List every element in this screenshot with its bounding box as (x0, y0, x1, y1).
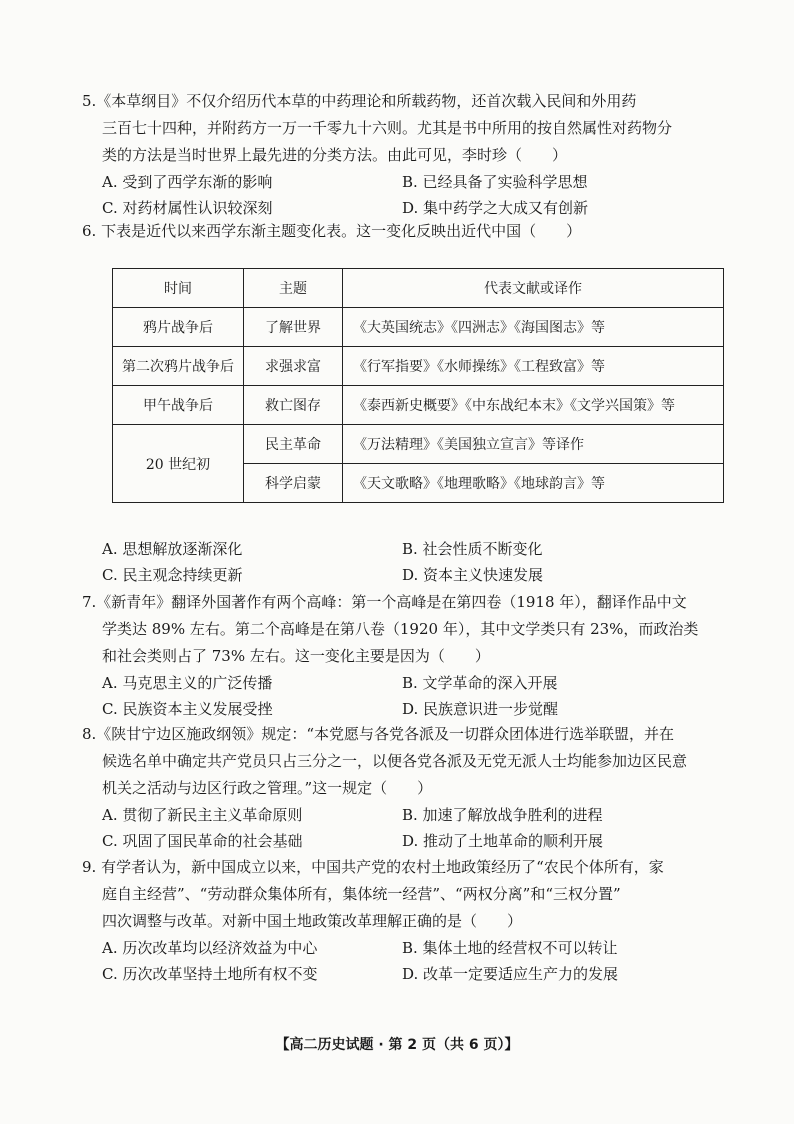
stem-line: 7.《新青年》翻译外国著作有两个高峰：第一个高峰是在第四卷（1918 年），翻译作品中文 (82, 593, 687, 611)
header-theme: 主题 (244, 269, 343, 308)
question-7-options (102, 670, 742, 722)
option-d[interactable]: D. 民族意识进一步觉醒 (402, 700, 559, 718)
cell-period: 鸦片战争后 (113, 308, 244, 347)
cell-theme: 求强求富 (244, 347, 343, 386)
table-header-row (113, 269, 724, 308)
stem-line: 机关之活动与边区行政之管理。”这一规定（ ） (102, 779, 433, 797)
option-b[interactable]: B. 加速了解放战争胜利的进程 (402, 806, 603, 824)
cell-theme: 了解世界 (244, 308, 343, 347)
question-8 (82, 721, 742, 854)
cell-theme: 救亡图存 (244, 386, 343, 425)
question-5-stem (82, 88, 742, 169)
option-b[interactable]: B. 社会性质不断变化 (402, 540, 543, 558)
stem-line: 三百七十四种，并附药方一万一千零九十六则。尤其是书中所用的按自然属性对药物分 (102, 119, 673, 137)
question-7-stem (82, 589, 742, 670)
table-row (113, 386, 724, 425)
option-a[interactable]: A. 受到了西学东渐的影响 (102, 173, 273, 191)
cell-period: 甲午战争后 (113, 386, 244, 425)
cell-theme: 民主革命 (244, 425, 343, 464)
question-8-stem (82, 721, 742, 802)
option-c[interactable]: C. 对药材属性认识较深刻 (102, 199, 273, 217)
question-7 (82, 589, 742, 722)
option-c[interactable]: C. 历次改革坚持土地所有权不变 (102, 965, 318, 983)
cell-works: 《天文歌略》《地理歌略》《地球韵言》等 (343, 464, 724, 503)
option-b[interactable]: B. 已经具备了实验科学思想 (402, 173, 588, 191)
question-6-stem (82, 218, 742, 245)
option-a[interactable]: A. 思想解放逐渐深化 (102, 540, 243, 558)
option-a[interactable]: A. 贯彻了新民主主义革命原则 (102, 806, 303, 824)
option-d[interactable]: D. 集中药学之大成又有创新 (402, 199, 589, 217)
option-c[interactable]: C. 巩固了国民革命的社会基础 (102, 832, 303, 850)
stem-line: 5.《本草纲目》不仅介绍历代本草的中药理论和所载药物，还首次载入民间和外用药 (82, 92, 637, 110)
question-6-options-block (82, 536, 742, 588)
cell-works: 《泰西新史概要》《中东战纪本末》《文学兴国策》等 (343, 386, 724, 425)
stem-line: 庭自主经营”、“劳动群众集体所有，集体统一经营”、“两权分离”和“三权分置” (102, 885, 621, 903)
cell-works: 《万法精理》《美国独立宣言》等译作 (343, 425, 724, 464)
option-d[interactable]: D. 资本主义快速发展 (402, 566, 544, 584)
stem-line: 类的方法是当时世界上最先进的分类方法。由此可见，李时珍（ ） (102, 146, 568, 164)
table-row (113, 347, 724, 386)
option-c[interactable]: C. 民主观念持续更新 (102, 566, 243, 584)
option-a[interactable]: A. 历次改革均以经济效益为中心 (102, 939, 318, 957)
question-6 (82, 218, 742, 245)
question-6-options (102, 536, 742, 588)
table-row (113, 425, 724, 464)
stem-line: 候选名单中确定共产党员只占三分之一，以便各党各派及无党无派人士均能参加边区民意 (102, 752, 688, 770)
cell-period: 20 世纪初 (113, 425, 244, 503)
header-works: 代表文献或译作 (343, 269, 724, 308)
stem-line: 6. 下表是近代以来西学东渐主题变化表。这一变化反映出近代中国（ ） (82, 222, 582, 240)
page-footer: 【高二历史试题 · 第 2 页（共 6 页）】 (275, 1037, 519, 1053)
stem-line: 四次调整与改革。对新中国土地政策改革理解正确的是（ ） (102, 912, 523, 930)
question-9 (82, 854, 742, 987)
cell-period: 第二次鸦片战争后 (113, 347, 244, 386)
question-5-options (102, 169, 742, 221)
cell-works: 《行军指要》《水师操练》《工程致富》等 (343, 347, 724, 386)
question-8-options (102, 802, 742, 854)
stem-line: 学类达 89% 左右。第二个高峰是在第八卷（1920 年），其中文学类只有 23%，而政治类 (102, 620, 699, 638)
header-period: 时间 (113, 269, 244, 308)
question-9-options (102, 935, 742, 987)
cell-theme: 科学启蒙 (244, 464, 343, 503)
option-a[interactable]: A. 马克思主义的广泛传播 (102, 674, 273, 692)
option-d[interactable]: D. 推动了土地革命的顺利开展 (402, 832, 604, 850)
option-b[interactable]: B. 集体土地的经营权不可以转让 (402, 939, 618, 957)
stem-line: 8.《陕甘宁边区施政纲领》规定：“本党愿与各党各派及一切群众团体进行选举联盟，并在 (82, 725, 674, 743)
question-9-stem (82, 854, 742, 935)
table-row (113, 308, 724, 347)
stem-line: 9. 有学者认为，新中国成立以来，中国共产党的农村土地政策经历了“农民个体所有，家 (82, 858, 664, 876)
stem-line: 和社会类则占了 73% 左右。这一变化主要是因为（ ） (102, 647, 490, 665)
question-5 (82, 88, 742, 221)
option-d[interactable]: D. 改革一定要适应生产力的发展 (402, 965, 619, 983)
west-learning-table (112, 268, 724, 503)
option-c[interactable]: C. 民族资本主义发展受挫 (102, 700, 273, 718)
cell-works: 《大英国统志》《四洲志》《海国图志》等 (343, 308, 724, 347)
option-b[interactable]: B. 文学革命的深入开展 (402, 674, 558, 692)
